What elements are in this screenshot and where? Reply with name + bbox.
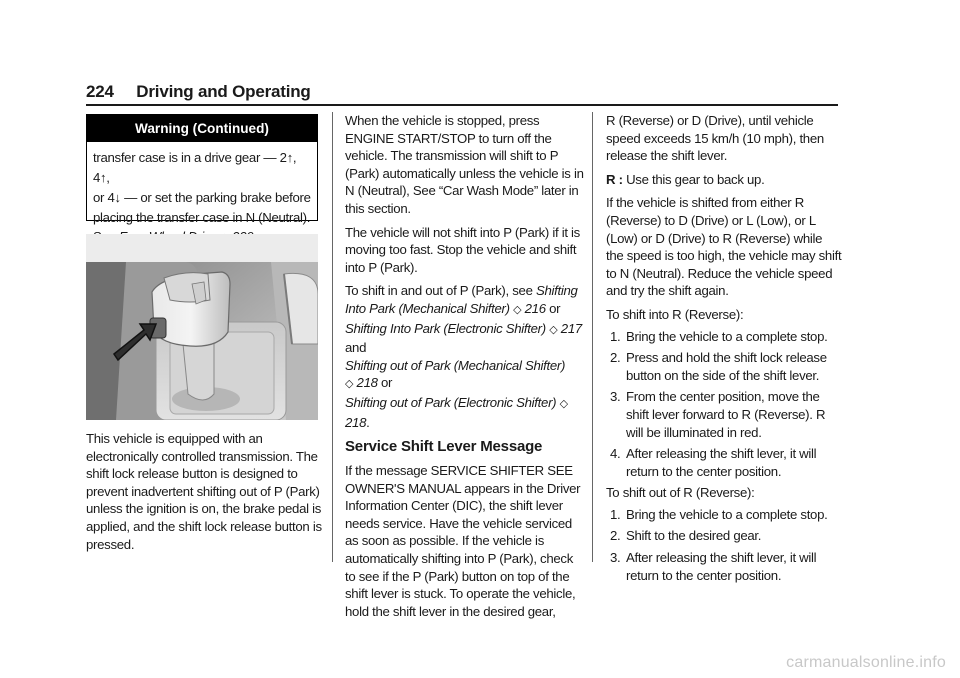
paragraph: When the vehicle is stopped, press ENGINE START/STOP to turn off the vehicle. The transmission will shift to P (Park) automatically unless the vehicle is in N (Neutral), See “Car Wash Mode” later in this section. xyxy=(345,113,584,216)
steps-list xyxy=(606,506,842,584)
arrow-up-icon: ↑ xyxy=(100,170,107,185)
paragraph-text: or xyxy=(377,375,393,391)
steps-list xyxy=(606,328,842,481)
page-ref-icon: ◇ xyxy=(559,397,568,410)
list-item: 1. Bring the vehicle to a complete stop. xyxy=(610,506,828,522)
gear-description: Use this gear to back up. xyxy=(626,171,765,187)
xref-shifting-out-of-park-mechanical[interactable]: Shifting out of Park (Mechanical Shifter) xyxy=(345,357,566,373)
column-divider-2 xyxy=(592,112,593,562)
warning-text: — or set the parking brake before xyxy=(120,190,311,205)
warning-title: Warning (Continued) xyxy=(87,115,317,142)
list-item-text: After releasing the shift lever, it will return to the center position. xyxy=(626,446,817,479)
xref-shifting-into-park-mechanical[interactable]: Shifting Into Park (Mechanical Shifter) xyxy=(345,283,578,316)
gear-label: R : xyxy=(606,171,623,187)
xref-page[interactable]: 218 xyxy=(345,414,367,430)
paragraph-text: and xyxy=(345,340,367,356)
list-item: 2. Shift to the desired gear. xyxy=(610,528,762,544)
header-rule xyxy=(86,104,838,106)
watermark: carmanualsonline.info xyxy=(786,654,946,671)
arrow-up-icon: ↑ xyxy=(286,150,293,165)
warning-text: , 4 xyxy=(93,150,297,185)
warning-text: transfer case is in a drive gear — 2 xyxy=(93,150,287,165)
list-item-text: Shift to the desired gear. xyxy=(626,528,762,544)
list-item: 2. Press and hold the shift lock release button on the side of the shift lever. xyxy=(610,350,827,383)
page-number: 224 xyxy=(86,82,114,101)
section-title: Driving and Operating xyxy=(136,82,311,101)
xref-shifting-out-of-park-electronic[interactable]: Shifting out of Park (Electronic Shifter) xyxy=(345,394,557,410)
paragraph: This vehicle is equipped with an electronically controlled transmission. The shift lock release button is designed to prevent inadvertent shifting out of P (Park) unless the ignition is on, the brake pedal is applied, and the shift lock release button is pressed. xyxy=(86,431,322,552)
section-heading: Service Shift Lever Message xyxy=(345,438,543,456)
page-ref-icon: ◇ xyxy=(345,378,354,391)
list-item-text: After releasing the shift lever, it will return to the center position. xyxy=(626,550,817,583)
list-item: 3. After releasing the shift lever, it will return to the center position. xyxy=(610,550,817,583)
list-item-text: Bring the vehicle to a complete stop. xyxy=(626,328,828,344)
warning-line-1 xyxy=(93,148,311,188)
column-3 xyxy=(606,112,842,588)
column-divider-1 xyxy=(332,112,333,562)
list-item-text: Press and hold the shift lock release button on the side of the shift lever. xyxy=(626,350,827,383)
gear-definition xyxy=(606,171,842,189)
paragraph-text: To shift in and out of P (Park), see xyxy=(345,283,536,299)
list-item: 3. From the center position, move the shift lever forward to R (Reverse). R will be illuminated in red. xyxy=(610,389,826,440)
paragraph: R (Reverse) or D (Drive), until vehicle speed exceeds 15 km/h (10 mph), then release the shift lever. xyxy=(606,113,824,164)
xref-shifting-into-park-electronic[interactable]: Shifting Into Park (Electronic Shifter) xyxy=(345,320,546,336)
list-item-text: From the center position, move the shift lever forward to R (Reverse). R will be illuminated in red. xyxy=(626,389,826,440)
paragraph-text: or xyxy=(545,300,561,316)
warning-body xyxy=(87,142,317,247)
column-2 xyxy=(345,112,585,626)
page-ref-icon: ◇ xyxy=(549,323,558,336)
xref-page[interactable]: 218 xyxy=(356,375,378,391)
arrow-down-icon: ↓ xyxy=(114,190,121,205)
warning-box xyxy=(86,114,318,225)
list-item-text: Bring the vehicle to a complete stop. xyxy=(626,506,828,522)
paragraph: The vehicle will not shift into P (Park) if it is moving too fast. Stop the vehicle and shift into P (Park). xyxy=(345,224,580,275)
page-ref-icon: ◇ xyxy=(513,303,522,316)
xref-page[interactable]: 217 xyxy=(560,320,582,336)
warning-text: , xyxy=(106,170,110,185)
list-item: 1. Bring the vehicle to a complete stop. xyxy=(610,328,828,344)
list-title: To shift into R (Reverse): xyxy=(606,306,744,322)
warning-text: or 4 xyxy=(93,190,115,205)
column-1 xyxy=(86,430,322,559)
xref-page[interactable]: 216 xyxy=(524,300,546,316)
paragraph: If the message SERVICE SHIFTER SEE OWNER'S MANUAL appears in the Driver Information Center (DIC), the shift lever needs service. Have the vehicle serviced as soon as possible. If the vehicle is automatically shifting into P (Park), check to see if the P (Park) button on top of the shift lever is stuck. To operate the vehicle, hold the shift lever in the desired gear, xyxy=(345,463,581,619)
paragraph-text: . xyxy=(366,414,370,430)
paragraph: If the vehicle is shifted from either R (Reverse) to D (Drive) or L (Low), or L (Low) or D (Drive) to R (Reverse) while the speed is too high, the vehicle may shift to N (Neutral). Reduce the vehicle speed and try the shift again. xyxy=(606,195,842,299)
warning-line-2 xyxy=(93,188,311,208)
warning-line-3: placing the transfer case in N (Neutral). xyxy=(93,210,311,225)
paragraph xyxy=(345,282,585,431)
list-item: 4. After releasing the shift lever, it will return to the center position. xyxy=(610,446,817,479)
page-header xyxy=(86,82,311,102)
shift-lever-photo xyxy=(86,234,318,420)
list-title: To shift out of R (Reverse): xyxy=(606,485,755,501)
